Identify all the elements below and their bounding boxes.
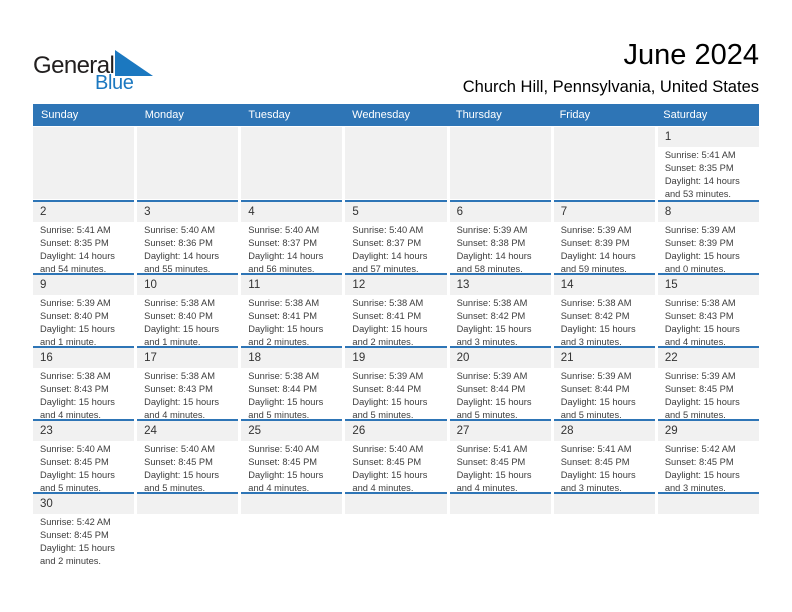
daylight-text-line1: Daylight: 15 hours (352, 470, 428, 480)
empty-cell (241, 127, 342, 199)
sunset-text: Sunset: 8:43 PM (144, 384, 213, 394)
day-details (33, 514, 134, 564)
daylight-text-line2: and 53 minutes. (664, 189, 731, 199)
sunrise-text: Sunrise: 5:40 AM (352, 444, 424, 454)
daylight-text-line1: Daylight: 15 hours (248, 470, 324, 480)
day-details (33, 147, 134, 149)
day-cell-14 (554, 273, 655, 345)
day-number: 11 (241, 275, 342, 295)
daylight-text-line1: Daylight: 15 hours (560, 470, 636, 480)
sunrise-text: Sunrise: 5:40 AM (144, 444, 215, 454)
day-details (554, 295, 655, 345)
sunset-text: Sunset: 8:44 PM (560, 384, 630, 394)
day-cell-2 (33, 200, 134, 272)
day-details (241, 147, 342, 149)
daylight-text-line2: and 5 minutes. (352, 410, 414, 418)
sunrise-text: Sunrise: 5:38 AM (352, 298, 424, 308)
week-row (33, 419, 759, 491)
daylight-text-line2: and 54 minutes. (40, 264, 107, 272)
day-number (554, 127, 655, 147)
day-number: 4 (241, 202, 342, 222)
daylight-text-line1: Daylight: 15 hours (456, 324, 532, 334)
daylight-text-line2: and 4 minutes. (248, 483, 310, 491)
daylight-text-line2: and 3 minutes. (560, 337, 622, 345)
sunrise-text: Sunrise: 5:38 AM (40, 371, 111, 381)
daylight-text-line2: and 59 minutes. (560, 264, 627, 272)
weekday-header-row (33, 104, 759, 126)
daylight-text-line2: and 5 minutes. (144, 483, 206, 491)
day-details (137, 441, 238, 491)
day-number: 8 (658, 202, 759, 222)
sunset-text: Sunset: 8:42 PM (560, 311, 630, 321)
day-details (137, 295, 238, 345)
daylight-text-line2: and 5 minutes. (560, 410, 622, 418)
empty-cell (450, 492, 551, 564)
daylight-text-line2: and 57 minutes. (352, 264, 419, 272)
daylight-text-line2: and 3 minutes. (456, 337, 518, 345)
daylight-text-line1: Daylight: 15 hours (144, 324, 220, 334)
day-number: 28 (554, 421, 655, 441)
sunset-text: Sunset: 8:35 PM (664, 163, 734, 173)
sunrise-text: Sunrise: 5:40 AM (40, 444, 111, 454)
sunrise-text: Sunrise: 5:38 AM (144, 298, 215, 308)
day-details (345, 441, 446, 491)
day-number (241, 494, 342, 514)
day-details (241, 295, 342, 345)
day-number: 6 (450, 202, 551, 222)
day-details (345, 514, 446, 516)
empty-cell (554, 492, 655, 564)
daylight-text-line1: Daylight: 15 hours (248, 397, 324, 407)
day-cell-7 (554, 200, 655, 272)
header-titles (463, 38, 759, 97)
day-cell-23 (33, 419, 134, 491)
day-cell-9 (33, 273, 134, 345)
day-number: 20 (450, 348, 551, 368)
sunrise-text: Sunrise: 5:40 AM (248, 225, 320, 235)
daylight-text-line2: and 2 minutes. (248, 337, 310, 345)
sunrise-text: Sunrise: 5:39 AM (560, 371, 632, 381)
daylight-text-line2: and 3 minutes. (664, 483, 726, 491)
day-number: 7 (554, 202, 655, 222)
daylight-text-line2: and 2 minutes. (352, 337, 414, 345)
day-details (241, 222, 342, 272)
day-details (241, 441, 342, 491)
sunrise-text: Sunrise: 5:42 AM (40, 517, 111, 527)
day-number (137, 494, 238, 514)
sunset-text: Sunset: 8:39 PM (560, 238, 630, 248)
empty-cell (554, 127, 655, 199)
day-details (345, 368, 446, 418)
day-number (137, 127, 238, 147)
sunset-text: Sunset: 8:45 PM (144, 457, 213, 467)
day-number: 2 (33, 202, 134, 222)
day-details (345, 295, 446, 345)
sunset-text: Sunset: 8:36 PM (144, 238, 213, 248)
week-row (33, 273, 759, 345)
sunset-text: Sunset: 8:40 PM (144, 311, 213, 321)
weekday-saturday: Saturday (663, 109, 708, 121)
daylight-text-line2: and 5 minutes. (664, 410, 726, 418)
day-cell-3 (137, 200, 238, 272)
day-details (450, 295, 551, 345)
sunset-text: Sunset: 8:41 PM (248, 311, 318, 321)
weekday-friday: Friday (559, 109, 591, 121)
day-cell-27 (450, 419, 551, 491)
day-cell-1 (658, 127, 759, 199)
sunset-text: Sunset: 8:44 PM (456, 384, 526, 394)
sunrise-text: Sunrise: 5:41 AM (40, 225, 111, 235)
sunset-text: Sunset: 8:44 PM (248, 384, 318, 394)
daylight-text-line1: Daylight: 15 hours (456, 397, 532, 407)
day-details (33, 441, 134, 491)
day-details (554, 222, 655, 272)
day-number: 12 (345, 275, 446, 295)
day-number (345, 127, 446, 147)
empty-cell (345, 127, 446, 199)
daylight-text-line2: and 55 minutes. (144, 264, 211, 272)
sunrise-text: Sunrise: 5:40 AM (248, 444, 320, 454)
empty-cell (137, 127, 238, 199)
daylight-text-line2: and 5 minutes. (456, 410, 518, 418)
day-number (33, 127, 134, 147)
daylight-text-line2: and 0 minutes. (664, 264, 726, 272)
day-number (450, 127, 551, 147)
week-row (33, 492, 759, 564)
week-row (33, 127, 759, 199)
sunset-text: Sunset: 8:42 PM (456, 311, 526, 321)
sunset-text: Sunset: 8:37 PM (352, 238, 422, 248)
calendar (33, 104, 759, 564)
daylight-text-line1: Daylight: 14 hours (40, 251, 115, 261)
sunset-text: Sunset: 8:45 PM (40, 530, 109, 540)
day-details (450, 441, 551, 491)
location-subtitle: Church Hill, Pennsylvania, United States (462, 78, 759, 96)
day-details (658, 441, 759, 491)
day-number (554, 494, 655, 514)
daylight-text-line1: Daylight: 15 hours (352, 397, 428, 407)
daylight-text-line1: Daylight: 15 hours (560, 397, 636, 407)
sunset-text: Sunset: 8:45 PM (456, 457, 526, 467)
day-details (554, 441, 655, 491)
day-cell-26 (345, 419, 446, 491)
day-number: 13 (450, 275, 551, 295)
day-cell-6 (450, 200, 551, 272)
day-cell-17 (137, 346, 238, 418)
logo-text-blue: Blue (95, 72, 134, 94)
day-number: 18 (241, 348, 342, 368)
sunset-text: Sunset: 8:37 PM (248, 238, 318, 248)
sunrise-text: Sunrise: 5:42 AM (664, 444, 736, 454)
day-details (33, 368, 134, 418)
day-details (345, 147, 446, 149)
day-number: 17 (137, 348, 238, 368)
day-details (450, 514, 551, 516)
day-number: 9 (33, 275, 134, 295)
week-row (33, 200, 759, 272)
empty-cell (241, 492, 342, 564)
daylight-text-line2: and 5 minutes. (248, 410, 310, 418)
sunset-text: Sunset: 8:38 PM (456, 238, 526, 248)
daylight-text-line1: Daylight: 15 hours (664, 324, 740, 334)
day-number: 5 (345, 202, 446, 222)
empty-cell (345, 492, 446, 564)
daylight-text-line2: and 1 minute. (144, 337, 201, 345)
day-number: 14 (554, 275, 655, 295)
day-details (137, 147, 238, 149)
day-cell-16 (33, 346, 134, 418)
daylight-text-line1: Daylight: 15 hours (352, 324, 428, 334)
day-number: 29 (658, 421, 759, 441)
sunrise-text: Sunrise: 5:41 AM (560, 444, 632, 454)
weekday-wednesday: Wednesday (352, 109, 411, 121)
logo-text-general: General (33, 52, 115, 79)
day-details (137, 222, 238, 272)
day-cell-11 (241, 273, 342, 345)
sunset-text: Sunset: 8:40 PM (40, 311, 109, 321)
day-cell-10 (137, 273, 238, 345)
day-number (345, 494, 446, 514)
sunrise-text: Sunrise: 5:39 AM (456, 371, 528, 381)
daylight-text-line2: and 56 minutes. (248, 264, 315, 272)
day-number: 19 (345, 348, 446, 368)
day-number: 25 (241, 421, 342, 441)
sunset-text: Sunset: 8:45 PM (248, 457, 318, 467)
day-cell-15 (658, 273, 759, 345)
day-details (137, 514, 238, 516)
day-number (241, 127, 342, 147)
week-row (33, 346, 759, 418)
day-cell-13 (450, 273, 551, 345)
general-blue-logo (33, 50, 173, 94)
empty-cell (33, 127, 134, 199)
day-details (658, 295, 759, 345)
daylight-text-line2: and 5 minutes. (40, 483, 101, 491)
weekday-tuesday: Tuesday (248, 109, 291, 121)
day-number: 16 (33, 348, 134, 368)
day-details (554, 514, 655, 516)
day-number: 27 (450, 421, 551, 441)
day-number: 30 (33, 494, 134, 514)
daylight-text-line1: Daylight: 15 hours (40, 324, 115, 334)
weekday-sunday: Sunday (41, 109, 79, 121)
sunrise-text: Sunrise: 5:39 AM (456, 225, 528, 235)
daylight-text-line2: and 3 minutes. (560, 483, 622, 491)
sunset-text: Sunset: 8:44 PM (352, 384, 422, 394)
sunrise-text: Sunrise: 5:39 AM (664, 371, 736, 381)
day-details (33, 295, 134, 345)
sunrise-text: Sunrise: 5:40 AM (352, 225, 424, 235)
daylight-text-line1: Daylight: 15 hours (664, 397, 740, 407)
daylight-text-line1: Daylight: 15 hours (664, 470, 740, 480)
daylight-text-line1: Daylight: 15 hours (664, 251, 740, 261)
daylight-text-line2: and 4 minutes. (40, 410, 101, 418)
day-details (450, 222, 551, 272)
sunrise-text: Sunrise: 5:39 AM (40, 298, 111, 308)
day-cell-8 (658, 200, 759, 272)
day-details (241, 514, 342, 516)
weekday-monday: Monday (144, 109, 184, 121)
daylight-text-line2: and 2 minutes. (40, 556, 101, 564)
daylight-text-line2: and 4 minutes. (456, 483, 518, 491)
day-cell-21 (554, 346, 655, 418)
sunrise-text: Sunrise: 5:39 AM (664, 225, 736, 235)
day-number: 23 (33, 421, 134, 441)
sunrise-text: Sunrise: 5:41 AM (664, 150, 736, 160)
day-number: 24 (137, 421, 238, 441)
day-details (554, 368, 655, 418)
daylight-text-line2: and 58 minutes. (456, 264, 523, 272)
day-details (345, 222, 446, 272)
day-cell-25 (241, 419, 342, 491)
sunrise-text: Sunrise: 5:38 AM (456, 298, 528, 308)
day-cell-24 (137, 419, 238, 491)
sunset-text: Sunset: 8:39 PM (664, 238, 734, 248)
month-title: June 2024 (623, 39, 759, 71)
day-number: 21 (554, 348, 655, 368)
sunset-text: Sunset: 8:45 PM (352, 457, 422, 467)
daylight-text-line1: Daylight: 15 hours (144, 470, 220, 480)
sunrise-text: Sunrise: 5:38 AM (248, 371, 320, 381)
sunset-text: Sunset: 8:45 PM (664, 457, 734, 467)
sunset-text: Sunset: 8:45 PM (560, 457, 630, 467)
sunrise-text: Sunrise: 5:39 AM (352, 371, 424, 381)
daylight-text-line1: Daylight: 15 hours (40, 397, 115, 407)
daylight-text-line1: Daylight: 14 hours (664, 176, 740, 186)
day-number (450, 494, 551, 514)
daylight-text-line2: and 4 minutes. (352, 483, 414, 491)
sunrise-text: Sunrise: 5:38 AM (144, 371, 215, 381)
empty-cell (137, 492, 238, 564)
daylight-text-line2: and 4 minutes. (664, 337, 726, 345)
day-details (137, 368, 238, 418)
day-details (450, 147, 551, 149)
weekday-thursday: Thursday (455, 109, 502, 121)
sunset-text: Sunset: 8:43 PM (40, 384, 109, 394)
day-details (33, 222, 134, 272)
daylight-text-line1: Daylight: 14 hours (352, 251, 428, 261)
day-cell-4 (241, 200, 342, 272)
sunrise-text: Sunrise: 5:38 AM (560, 298, 632, 308)
day-number: 26 (345, 421, 446, 441)
day-cell-30 (33, 492, 134, 564)
daylight-text-line1: Daylight: 14 hours (248, 251, 324, 261)
day-cell-5 (345, 200, 446, 272)
day-details (554, 147, 655, 149)
day-cell-12 (345, 273, 446, 345)
calendar-weeks (33, 127, 759, 564)
day-details (658, 147, 759, 199)
day-details (450, 368, 551, 418)
day-number: 1 (658, 127, 759, 147)
daylight-text-line1: Daylight: 15 hours (40, 470, 115, 480)
day-details (658, 222, 759, 272)
daylight-text-line2: and 4 minutes. (144, 410, 206, 418)
sunrise-text: Sunrise: 5:40 AM (144, 225, 215, 235)
day-cell-28 (554, 419, 655, 491)
day-details (658, 514, 759, 516)
day-number (658, 494, 759, 514)
daylight-text-line1: Daylight: 15 hours (456, 470, 532, 480)
day-cell-18 (241, 346, 342, 418)
sunrise-text: Sunrise: 5:38 AM (664, 298, 736, 308)
sunset-text: Sunset: 8:35 PM (40, 238, 109, 248)
day-cell-29 (658, 419, 759, 491)
daylight-text-line1: Daylight: 14 hours (560, 251, 636, 261)
daylight-text-line1: Daylight: 14 hours (456, 251, 532, 261)
day-number: 3 (137, 202, 238, 222)
day-number: 22 (658, 348, 759, 368)
sunset-text: Sunset: 8:45 PM (40, 457, 109, 467)
sunrise-text: Sunrise: 5:41 AM (456, 444, 528, 454)
day-details (241, 368, 342, 418)
daylight-text-line1: Daylight: 15 hours (248, 324, 324, 334)
day-cell-22 (658, 346, 759, 418)
daylight-text-line1: Daylight: 15 hours (560, 324, 636, 334)
sunrise-text: Sunrise: 5:39 AM (560, 225, 632, 235)
sunset-text: Sunset: 8:41 PM (352, 311, 422, 321)
sunset-text: Sunset: 8:45 PM (664, 384, 734, 394)
daylight-text-line1: Daylight: 15 hours (40, 543, 115, 553)
sunrise-text: Sunrise: 5:38 AM (248, 298, 320, 308)
day-cell-19 (345, 346, 446, 418)
daylight-text-line2: and 1 minute. (40, 337, 97, 345)
day-number: 10 (137, 275, 238, 295)
sunset-text: Sunset: 8:43 PM (664, 311, 734, 321)
empty-cell (658, 492, 759, 564)
daylight-text-line1: Daylight: 15 hours (144, 397, 220, 407)
daylight-text-line1: Daylight: 14 hours (144, 251, 220, 261)
day-details (658, 368, 759, 418)
empty-cell (450, 127, 551, 199)
day-number: 15 (658, 275, 759, 295)
day-cell-20 (450, 346, 551, 418)
